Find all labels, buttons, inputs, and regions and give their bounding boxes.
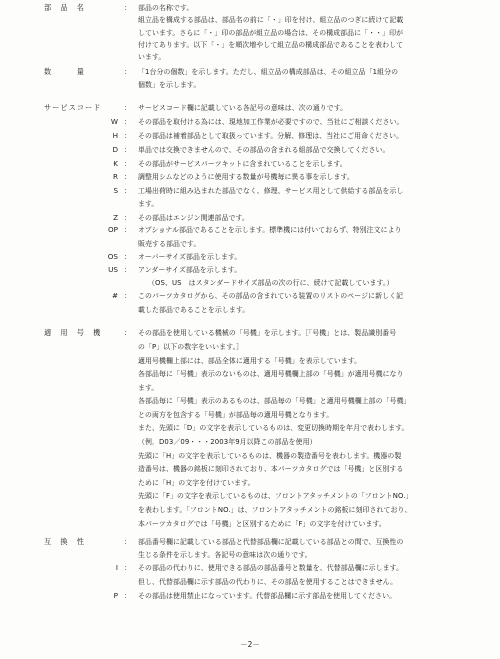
svc-code-h: H — [112, 131, 118, 140]
applicable-line: 適用号機欄上部には、部品全体に適用する「号機」を表示しています。 — [138, 357, 362, 365]
colon: ： — [124, 328, 132, 337]
description-line: 付けてあります。以下「・」を順次増やして組立品の構成部品であることを表わして — [138, 40, 404, 49]
applicable-line: 造番号は、機器の銘板に刻印されており、本パーツカタログでは「号機」と区別する — [138, 465, 404, 473]
colon: ： — [124, 591, 132, 600]
colon: ： — [124, 252, 132, 261]
applicable-line: ます。 — [138, 384, 159, 392]
svc-description: 載した部品であることを示します。 — [138, 306, 250, 314]
svc-description: オプショナル部品であることを示します。標準機には付いておらず、特別注文により — [138, 226, 402, 234]
applicable-line: を表わします。「フロントNO.」は、フロントアタッチメントの銘板に刻印されており、 — [138, 506, 412, 514]
svc-description: 単品では交換できませんので、その部品の含まれる組部品で交換してください。 — [138, 146, 390, 154]
svc-code-d: D — [112, 145, 118, 154]
description-line: 組立品を構成する部品は、部品名の前に「・」印を付け、組立品のつぎに続けて記載 — [138, 16, 404, 25]
compat-description: 但し、代替部品欄に示す部品の代わりに、その部品を使用することはできません。 — [138, 578, 398, 586]
term-compat: 互 換 性 — [44, 537, 85, 546]
compat-code-p: P — [113, 591, 118, 600]
svc-description: その部品はエンジン関連部品です。 — [138, 214, 249, 222]
svc-code-op: OP — [108, 225, 118, 234]
term-qty: 数 量 — [44, 67, 85, 76]
colon: ： — [124, 117, 132, 126]
applicable-line: ために「H」の文字を付けています。 — [138, 479, 255, 487]
colon: ： — [124, 537, 132, 546]
svc-description: アンダーサイズ部品を示します。 — [138, 266, 242, 274]
colon: ： — [124, 145, 132, 154]
svc-code-w: W — [110, 117, 118, 126]
colon: ： — [124, 131, 132, 140]
svc-description: その部品を取付ける為には、現地加工作業が必要ですので、当社にご相談ください。 — [138, 118, 404, 126]
svc-code-s: S — [113, 186, 118, 195]
applicable-line: の「P」以下の数字をいいます。］ — [138, 343, 244, 351]
compat-line: 生じる条件を示します。各記号の意味は次の通りです。 — [138, 551, 312, 559]
svc-description: （OS、US はスタンダードサイズ部品の次の行に、続けて記載しています。） — [148, 279, 394, 287]
colon: ： — [124, 172, 132, 181]
svc-description: 調整用シムなどのように使用する数量が号機毎に異る事を示します。 — [138, 173, 354, 181]
applicable-line: 先頭に「F」の文字を表示しているものは、フロントアタッチメントの「フロントNO.」 — [138, 492, 413, 500]
applicable-line: 先頭に「H」の文字を表示しているものは、機器の製造番号を表わします。機器の製 — [138, 452, 402, 460]
applicable-line: との両方を包含する「号機」が部品毎の適用号機となります。 — [138, 411, 334, 419]
applicable-line: 本パーツカタログでは「号機」と区別するために「F」の文字を付けています。 — [138, 520, 386, 528]
description-line: 個数」を示します。 — [138, 81, 201, 89]
svc-description: オーバーサイズ部品を示します。 — [138, 253, 242, 261]
page-number: －2－ — [240, 640, 260, 649]
svc-code-r: R — [113, 172, 118, 181]
description-line: います。 — [138, 53, 166, 62]
colon: ： — [124, 265, 132, 274]
svc-code-hash: # — [111, 291, 118, 300]
svc-code-us: US — [108, 265, 118, 274]
colon: ： — [124, 159, 132, 168]
compat-description: その部品は使用禁止になっています。代替部品欄に示す部品を使用してください。 — [138, 592, 397, 600]
description-line: 部品の名称です。 — [138, 4, 194, 12]
description-line: しています。さらに「・」印の部品が組立品の場合は、その構成部品に「・・」印が — [138, 28, 404, 37]
colon: ： — [124, 103, 132, 112]
term-svc: サービスコード — [44, 103, 102, 112]
colon: ： — [124, 3, 132, 12]
svc-intro: サービスコード欄に記載している各記号の意味は、次の通りです。 — [138, 104, 348, 112]
compat-description: その部品の代わりに、使用できる部品の部品番号と数量を、代替部品欄に示します。 — [138, 564, 404, 572]
applicable-line: また、先頭に「D」の文字を表示しているものは、変更切換時期を年月で表わします。 — [138, 424, 409, 432]
applicable-line: その部品を使用している機械の「号機」を示します。［「号機」とは、製品識別番号 — [138, 329, 397, 337]
colon: ： — [124, 563, 132, 572]
compat-code-i: I — [115, 563, 118, 572]
svc-description: このパーツカタログから、その部品の含まれている装置のリストのページに新しく記 — [138, 292, 404, 300]
svc-description: 販売する部品です。 — [138, 240, 201, 248]
svc-code-z: Z — [113, 213, 118, 222]
colon: ： — [124, 291, 132, 300]
svc-description: ます。 — [138, 200, 159, 208]
compat-line: 部品番号欄に記載している部品と代替部品欄に記載している部品との間で、互換性の — [138, 538, 404, 546]
svc-description: 工場出荷時に組み込まれた部品でなく、修理、サービス用として供給する部品を示し — [138, 187, 404, 195]
term-name: 部 品 名 — [44, 3, 85, 12]
applicable-line: 各部品毎に「号機」表示のないものは、適用号機欄上部の「号機」が適用号機になり — [138, 370, 404, 378]
colon: ： — [124, 213, 132, 222]
applicable-line: 各部品毎に「号機」表示のあるものは、部品毎の「号機」と適用号機欄上部の「号機」 — [138, 397, 411, 405]
svc-description: その部品は補着部品として取扱っています。分解、修理は、当社にご用命ください。 — [138, 132, 404, 140]
term-applicable: 適 用 号 機 — [44, 328, 102, 337]
svc-description: その部品がサービスパーツキットに含まれていることを示します。 — [138, 160, 347, 168]
svc-code-os: OS — [107, 252, 118, 261]
applicable-line: （例．D03／09・・・2003年9月以降この部品を使用） — [138, 438, 317, 446]
description-line: 「1台分の個数」を示します。ただし、組立品の構成部品は、その組立品「1組分の — [138, 68, 399, 76]
svc-code-k: K — [113, 159, 118, 168]
colon: ： — [124, 186, 132, 195]
colon: ： — [124, 225, 132, 234]
colon: ： — [124, 67, 132, 76]
